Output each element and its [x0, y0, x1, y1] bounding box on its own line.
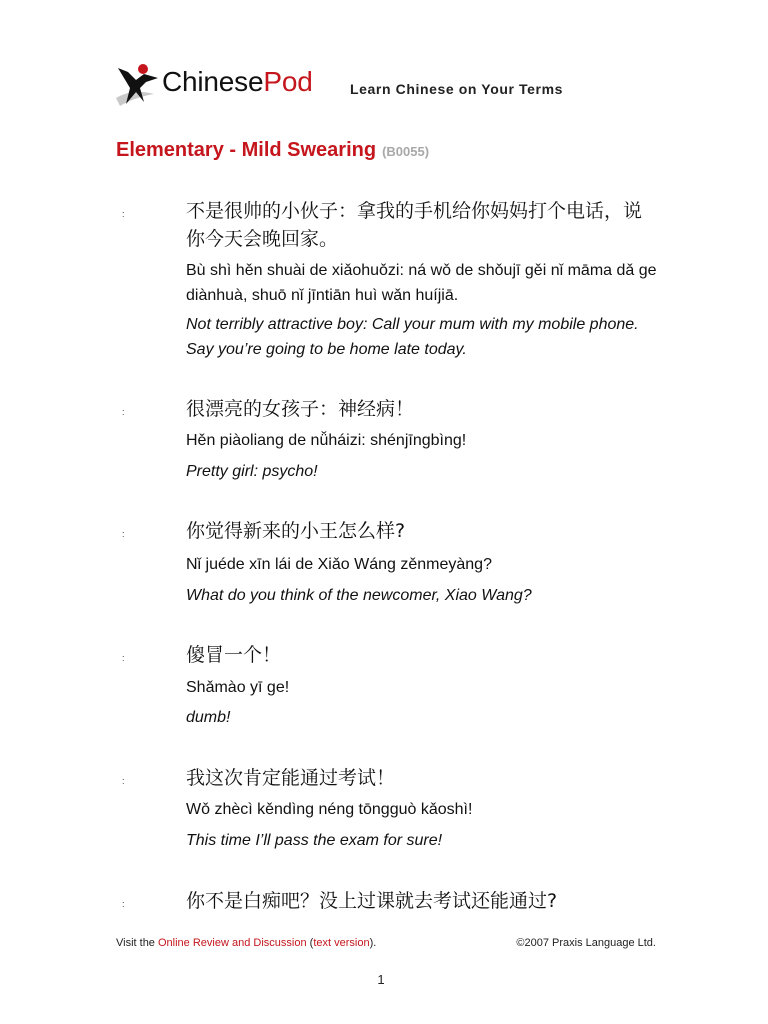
- text-version-link[interactable]: text version: [313, 937, 370, 949]
- pinyin-text: Nǐ juéde xīn lái de Xiǎo Wáng zěnmeyàng?: [186, 556, 492, 573]
- english-text: This time I’ll pass the exam for sure!: [186, 832, 443, 849]
- brand-pod: Pod: [263, 66, 313, 97]
- speaker-label: :: [122, 653, 125, 663]
- english-text: Pretty girl: psycho!: [186, 463, 318, 480]
- pinyin-text: Shǎmào yī ge!: [186, 679, 290, 696]
- pinyin-text: Wǒ zhècì kěndìng néng tōngguò kǎoshì!: [186, 801, 473, 818]
- brand-chinese: Chinese: [162, 66, 264, 97]
- speaker-label: :: [122, 899, 125, 909]
- english-text: dumb!: [186, 709, 231, 726]
- pinyin-text: Hěn piàoliang de nǚháizi: shénjīngbìng!: [186, 432, 467, 449]
- speaker-label: :: [122, 529, 125, 539]
- chinese-text: 我这次肯定能通过考试！: [186, 767, 396, 789]
- footer-paren-close: ).: [369, 937, 377, 949]
- footer-paren-open: (: [306, 937, 314, 949]
- copyright-text: ©2007 Praxis Language Ltd.: [516, 937, 656, 949]
- chinese-text: 不是很帅的小伙子：拿我的手机给你妈妈打个电话，说你今天会晚回家。: [186, 200, 643, 250]
- page-header: [114, 60, 674, 110]
- online-review-link[interactable]: Online Review and Discussion: [158, 937, 307, 949]
- english-text: Not terribly attractive boy: Call your mum with my mobile phone. Say you’re going to be home late today.: [186, 316, 639, 358]
- footer: [116, 937, 656, 949]
- page-number: 1: [377, 972, 385, 987]
- speaker-label: :: [122, 407, 125, 417]
- chinese-text: 很漂亮的女孩子：神经病！: [186, 398, 415, 420]
- speaker-label: :: [122, 776, 125, 786]
- brand-name: [162, 66, 313, 98]
- chinesepod-figure-logo-icon: [114, 62, 160, 108]
- english-text: What do you think of the newcomer, Xiao Wang?: [186, 587, 532, 604]
- chinese-text: 傻冒一个！: [186, 644, 282, 666]
- chinese-text: 你觉得新来的小王怎么样?: [186, 520, 406, 542]
- footer-visit-text: Visit the: [116, 937, 158, 949]
- lesson-title: Elementary - Mild Swearing: [116, 139, 377, 161]
- lesson-code: (B0055): [382, 144, 430, 159]
- tagline: Learn Chinese on Your Terms: [350, 81, 564, 97]
- chinese-text: 你不是白痴吧？没上过课就去考试还能通过?: [186, 890, 558, 912]
- pinyin-text: Bù shì hěn shuài de xiǎohuǒzi: ná wǒ de shǒujī gěi nǐ māma dǎ ge diànhuà, shuō nǐ jīntiān huì wǎn huíjiā.: [186, 262, 657, 304]
- speaker-label: :: [122, 209, 125, 219]
- lesson-title-row: [116, 139, 429, 162]
